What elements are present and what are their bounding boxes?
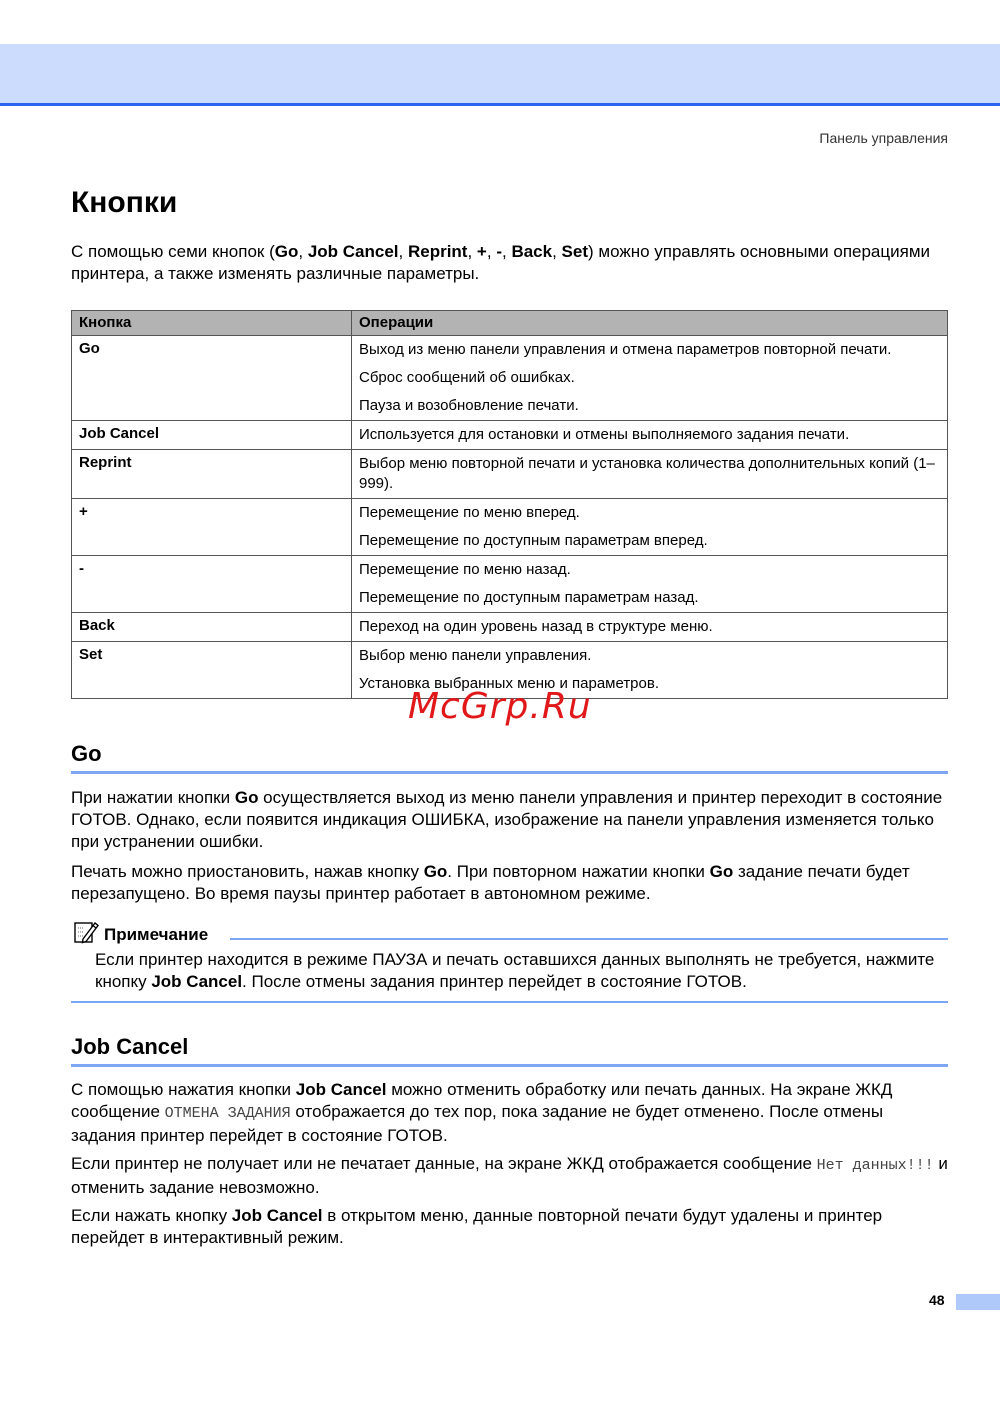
job-cancel-paragraph-1: С помощью нажатия кнопки Job Cancel можно отменить обработку или печать данных. На экране ЖКД сообщение ОТМЕНА ЗАДАНИЯ отображается до тех пор, пока задание не будет отменено. После отмены задания принтер перейдет в состояние ГОТОВ.	[71, 1080, 893, 1145]
operation-text: Переход на один уровень назад в структуре меню.	[359, 618, 713, 635]
section-heading-go: Go	[71, 741, 102, 766]
operation-text: Перемещение по меню вперед.	[359, 504, 580, 521]
operation-text: Выход из меню панели управления и отмена параметров повторной печати.	[359, 341, 892, 358]
table-row	[72, 613, 948, 642]
button-name: Go	[72, 336, 352, 421]
section-heading-job-cancel: Job Cancel	[71, 1034, 189, 1059]
button-name: Back	[72, 613, 352, 642]
table-row	[72, 499, 948, 556]
operation-text: Установка выбранных меню и параметров.	[359, 675, 660, 692]
note-label: Примечание	[104, 924, 209, 944]
job-cancel-paragraph-3: Если нажать кнопку Job Cancel в открытом меню, данные повторной печати будут удалены и принтер перейдет в интерактивный режим.	[71, 1206, 883, 1247]
note-rule	[230, 938, 948, 940]
button-name: Set	[72, 642, 352, 699]
section-rule	[71, 1064, 948, 1067]
operations-cell	[352, 421, 948, 450]
table-header-row	[72, 311, 948, 336]
header-band	[0, 44, 1000, 106]
operations-cell	[352, 450, 948, 499]
operation-text: Выбор меню панели управления.	[359, 647, 592, 664]
operation-text: Сброс сообщений об ошибках.	[359, 369, 575, 386]
page-tab-marker	[956, 1294, 1000, 1310]
job-cancel-paragraph-2: Если принтер не получает или не печатает данные, на экране ЖКД отображается сообщение Нет данных!!! и отменить задание невозможно.	[71, 1154, 948, 1197]
note-bottom-rule	[71, 1001, 948, 1003]
page-number: 48	[929, 1292, 945, 1308]
operations-cell	[352, 499, 948, 556]
note-header	[74, 920, 208, 949]
operation-text: Перемещение по меню назад.	[359, 561, 571, 578]
column-header: Кнопка	[72, 311, 352, 336]
section-rule	[71, 771, 948, 774]
intro-paragraph: С помощью семи кнопок (Go, Job Cancel, Reprint, +, -, Back, Set) можно управлять основными операциями принтера, а также изменять различные параметры.	[71, 242, 931, 283]
column-header: Операции	[352, 311, 948, 336]
button-name: Job Cancel	[72, 421, 352, 450]
table-row	[72, 421, 948, 450]
operation-text: Перемещение по доступным параметрам назад.	[359, 589, 699, 606]
go-paragraph-2: Печать можно приостановить, нажав кнопку Go. При повторном нажатии кнопки Go задание печати будет перезапущено. Во время паузы принтер работает в автономном режиме.	[71, 862, 910, 903]
operations-cell	[352, 556, 948, 613]
operations-cell	[352, 336, 948, 421]
button-name: -	[72, 556, 352, 613]
table-row	[72, 336, 948, 421]
buttons-table	[71, 310, 948, 699]
running-header: Панель управления	[819, 130, 948, 146]
note-text: Если принтер находится в режиме ПАУЗА и печать оставшихся данных выполнять не требуется, нажмите кнопку Job Cancel. После отмены задания принтер перейдет в состояние ГОТОВ.	[95, 950, 935, 991]
button-name: Reprint	[72, 450, 352, 499]
table-row	[72, 556, 948, 613]
go-paragraph-1: При нажатии кнопки Go осуществляется выход из меню панели управления и принтер переходит в состояние ГОТОВ. Однако, если появится индикация ОШИБКА, изображение на панели управления изменяется только при устранении ошибки.	[71, 788, 943, 851]
page-title: Кнопки	[71, 186, 178, 219]
operation-text: Пауза и возобновление печати.	[359, 397, 579, 414]
table-row	[72, 450, 948, 499]
operations-cell	[352, 613, 948, 642]
button-name: +	[72, 499, 352, 556]
operation-text: Используется для остановки и отмены выполняемого задания печати.	[359, 426, 850, 443]
operation-text: Перемещение по доступным параметрам вперед.	[359, 532, 708, 549]
note-pencil-icon	[74, 920, 100, 949]
watermark: McGrp.Ru	[408, 686, 592, 727]
operation-text: Выбор меню повторной печати и установка количества дополнительных копий (1–999).	[359, 455, 935, 492]
